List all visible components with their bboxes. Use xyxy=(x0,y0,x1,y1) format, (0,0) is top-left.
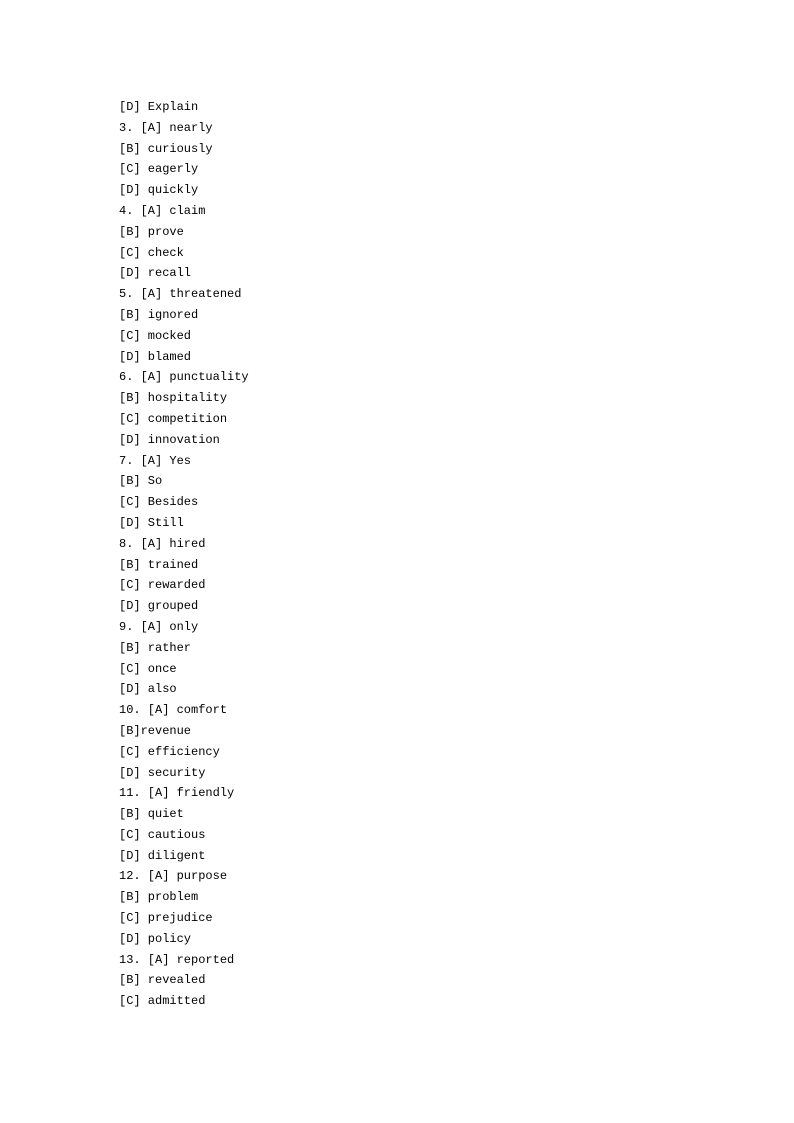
option-line: [B] quiet xyxy=(119,807,184,822)
option-line: [C] efficiency xyxy=(119,744,220,759)
option-line: 7. [A] Yes xyxy=(119,453,192,468)
option-line: [D] recall xyxy=(119,266,192,281)
option-line: [B] ignored xyxy=(119,307,199,322)
option-line: [D] also xyxy=(119,682,177,697)
option-line: 11. [A] friendly xyxy=(119,786,235,801)
option-line: [C] rewarded xyxy=(119,578,206,593)
option-line: [D] grouped xyxy=(119,599,199,614)
option-line: [D] Still xyxy=(119,515,184,530)
option-line: 4. [A] claim xyxy=(119,203,206,218)
option-line: 6. [A] punctuality xyxy=(119,370,249,385)
option-line: [B] revealed xyxy=(119,973,206,988)
multiple-choice-options-list xyxy=(119,97,249,1012)
option-line: 12. [A] purpose xyxy=(119,869,228,884)
option-line: [D] Explain xyxy=(119,100,199,114)
option-line: [C] prejudice xyxy=(119,911,213,926)
option-line: [D] blamed xyxy=(119,349,192,364)
option-line: [D] quickly xyxy=(119,183,199,198)
option-line: [C] eagerly xyxy=(119,162,199,177)
option-line: 10. [A] comfort xyxy=(119,703,228,718)
option-line: [D] policy xyxy=(119,931,192,946)
option-line: 5. [A] threatened xyxy=(119,287,242,302)
option-line: [C] Besides xyxy=(119,495,199,510)
option-line: [C] mocked xyxy=(119,328,192,343)
option-line: 9. [A] only xyxy=(119,619,199,634)
option-line: [C] cautious xyxy=(119,827,206,842)
option-line: [B] trained xyxy=(119,557,199,572)
option-line: [D] security xyxy=(119,765,206,780)
option-line: 3. [A] nearly xyxy=(119,120,213,135)
option-line: 8. [A] hired xyxy=(119,536,206,551)
option-line: [C] admitted xyxy=(119,994,206,1009)
option-line: [C] check xyxy=(119,245,184,260)
option-line: 13. [A] reported xyxy=(119,952,235,967)
option-line: [B] So xyxy=(119,474,163,489)
option-line: [B] curiously xyxy=(119,141,213,156)
option-line: [B] hospitality xyxy=(119,391,228,406)
option-line: [C] competition xyxy=(119,411,228,426)
option-line: [B] problem xyxy=(119,890,199,905)
option-line: [B] rather xyxy=(119,640,192,655)
option-line: [D] innovation xyxy=(119,432,220,447)
option-line: [B]revenue xyxy=(119,723,192,738)
option-line: [C] once xyxy=(119,661,177,676)
option-line: [B] prove xyxy=(119,224,184,239)
option-line: [D] diligent xyxy=(119,848,206,863)
